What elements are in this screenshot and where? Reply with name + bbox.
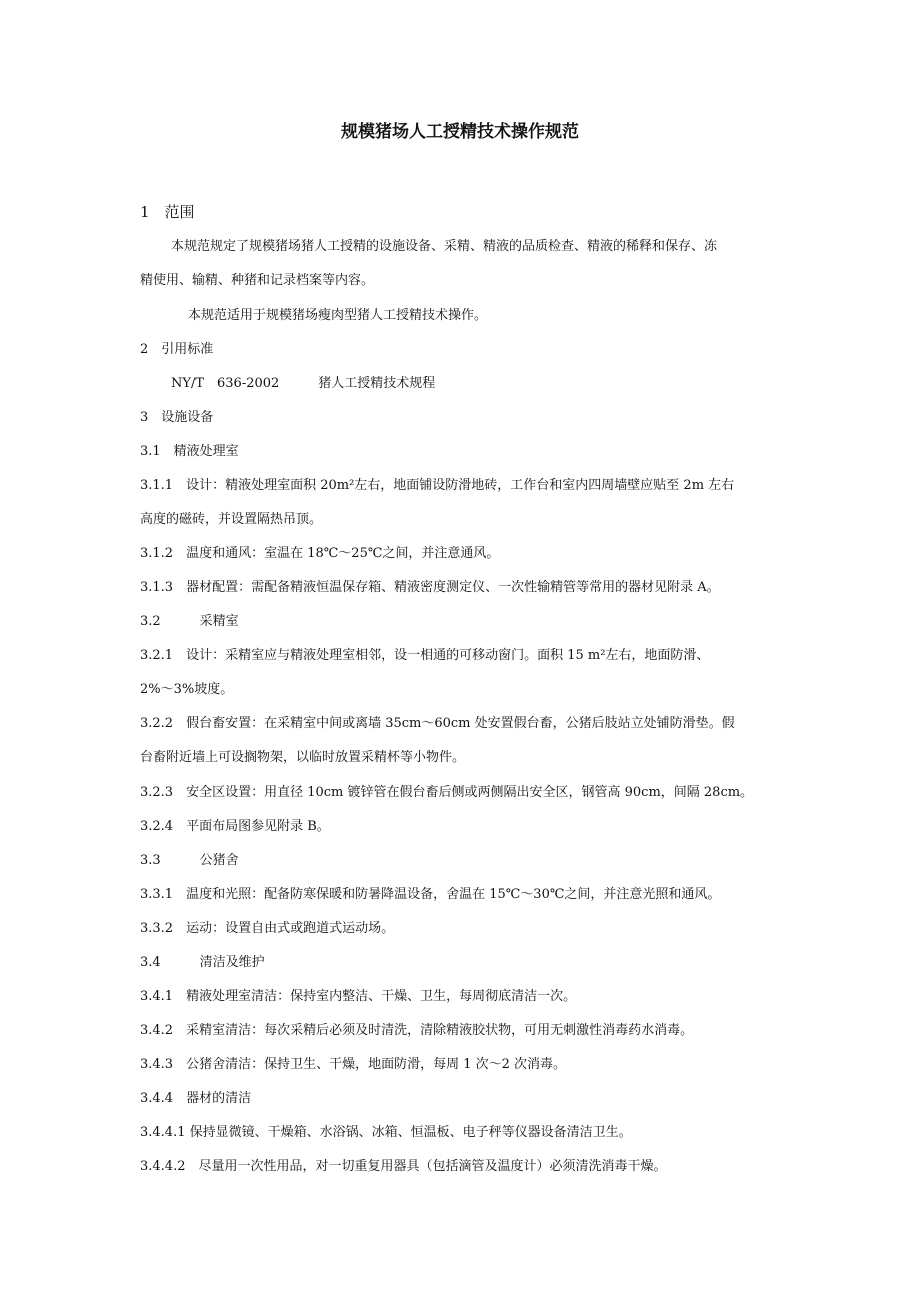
clause-line: 3.1.2 温度和通风：室温在 18℃～25℃之间，并注意通风。: [140, 546, 500, 561]
clause-line: 3.2.3 安全区设置：用直径 10cm 镀锌管在假台畜后侧或两侧隔出安全区，钢管高 90cm，间隔 28cm。: [140, 785, 754, 800]
clause-line: 3.2.2 假台畜安置：在采精室中间或离墙 35cm～60cm 处安置假台畜，公猪后肢站立处铺防滑垫。假: [140, 716, 735, 731]
clause-line: 3.4.1 精液处理室清洁：保持室内整洁、干燥、卫生，每周彻底清洁一次。: [140, 989, 577, 1004]
clause-line: 高度的磁砖，并设置隔热吊顶。: [140, 512, 323, 527]
subsection-heading: 3.3 公猪舍: [140, 853, 239, 868]
section-heading-3: 3 设施设备: [140, 410, 214, 425]
paragraph-line: 精使用、输精、种猪和记录档案等内容。: [140, 273, 375, 288]
clause-line: 3.4.4 器材的清洁: [140, 1091, 252, 1106]
reference-standard: NY/T 636-2002 猪人工授精技术规程: [171, 376, 436, 391]
clause-line: 3.3.1 温度和光照：配备防寒保暖和防暑降温设备，舍温在 15℃～30℃之间，并注意光照和通风。: [140, 887, 721, 902]
clause-line: 3.4.2 采精室清洁：每次采精后必须及时清洗，清除精液胶状物，可用无刺激性消毒药水消毒。: [140, 1023, 694, 1038]
subsection-heading: 3.4 清洁及维护: [140, 955, 265, 970]
clause-line: 3.3.2 运动：设置自由式或跑道式运动场。: [140, 921, 395, 936]
paragraph-line: 本规范规定了规模猪场猪人工授精的设施设备、采精、精液的品质检查、精液的稀释和保存、冻: [171, 239, 718, 254]
paragraph-line: 本规范适用于规模猪场瘦肉型猪人工授精技术操作。: [188, 308, 488, 323]
section-heading-1: 1 范围: [140, 203, 195, 221]
subsection-heading: 3.2 采精室: [140, 614, 239, 629]
document-title: 规模猪场人工授精技术操作规范: [341, 122, 579, 142]
section-heading-2: 2 引用标准: [140, 342, 214, 357]
clause-line: 3.2.1 设计：采精室应与精液处理室相邻，设一相通的可移动窗门。面积 15 m²左右，地面防滑、: [140, 648, 710, 663]
clause-line: 3.4.4.2 尽量用一次性用品，对一切重复用器具（包括滴管及温度计）必须清洗消毒干燥。: [140, 1159, 667, 1174]
clause-line: 3.1.1 设计：精液处理室面积 20m²左右，地面铺设防滑地砖，工作台和室内四周墙壁应贴至 2m 左右: [140, 478, 735, 493]
clause-line: 3.4.3 公猪舍清洁：保持卫生、干燥，地面防滑，每周 1 次～2 次消毒。: [140, 1057, 567, 1072]
clause-line: 台畜附近墙上可设搁物架，以临时放置采精杯等小物件。: [140, 750, 466, 765]
subsection-heading: 3.1 精液处理室: [140, 444, 239, 459]
clause-line: 3.2.4 平面布局图参见附录 B。: [140, 819, 330, 834]
clause-line: 3.4.4.1 保持显微镜、干燥箱、水浴锅、冰箱、恒温板、电子秤等仪器设备清洁卫生。: [140, 1125, 632, 1140]
clause-line: 2%～3%坡度。: [140, 682, 234, 697]
clause-line: 3.1.3 器材配置：需配备精液恒温保存箱、精液密度测定仪、一次性输精管等常用的器材见附录 A。: [140, 580, 720, 595]
